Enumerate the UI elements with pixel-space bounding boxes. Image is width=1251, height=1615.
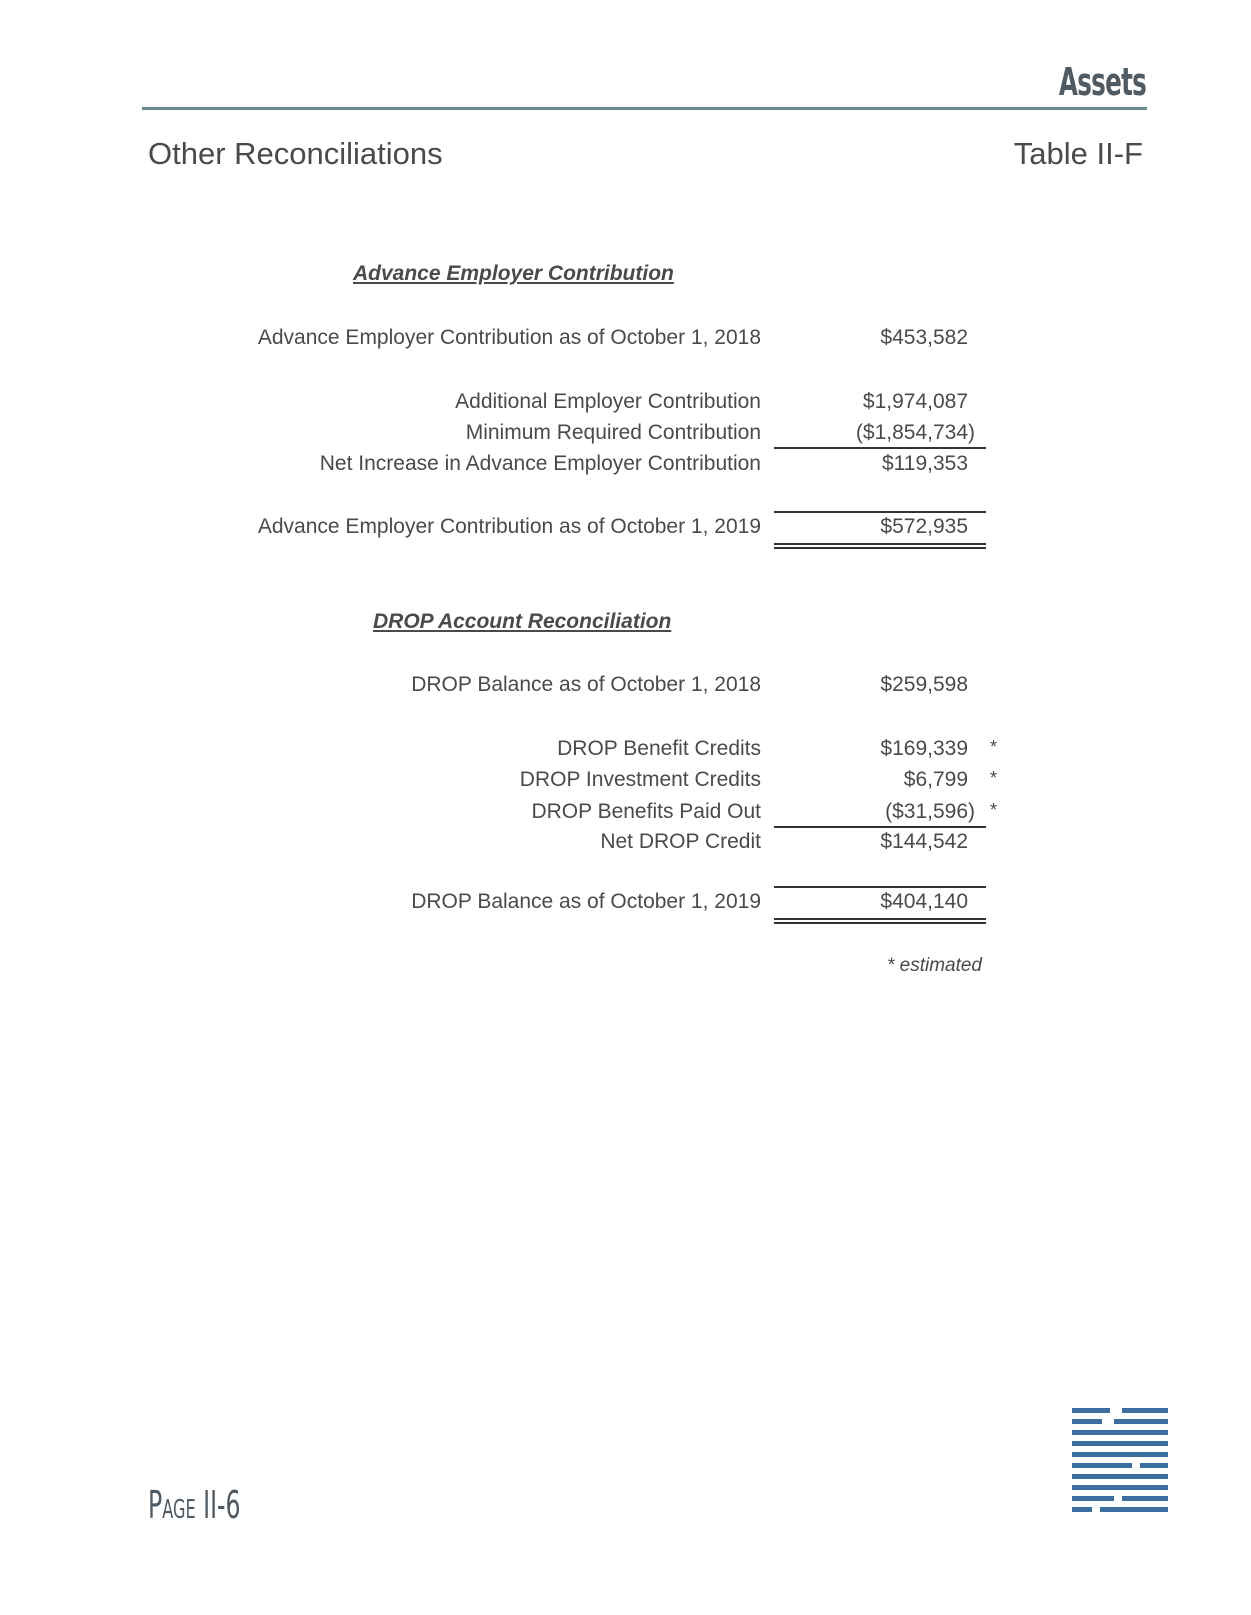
advance-row-value: $572,935 xyxy=(880,515,968,538)
advance-row-value: $1,974,087 xyxy=(862,390,968,413)
estimate-mark: * xyxy=(990,737,998,757)
table-id: Table II-F xyxy=(1013,136,1143,171)
advance-row-value: $119,353 xyxy=(881,452,968,475)
estimated-note: * estimated xyxy=(886,955,982,976)
section-label: Assets xyxy=(1058,60,1146,104)
company-logo xyxy=(1070,1400,1170,1525)
advance-row-label: Advance Employer Contribution as of October 1, 2018 xyxy=(257,326,761,349)
drop-heading: DROP Account Reconciliation xyxy=(373,610,672,633)
page-number-value: II-6 xyxy=(203,1483,241,1527)
estimate-mark: * xyxy=(990,768,998,788)
header-rule xyxy=(142,107,1147,110)
drop-row-label: DROP Balance as of October 1, 2019 xyxy=(411,890,761,913)
page-title: Other Reconciliations xyxy=(148,136,443,171)
total-double-rule xyxy=(774,547,986,549)
drop-row-value: $404,140 xyxy=(880,890,968,913)
advance-row-label: Additional Employer Contribution xyxy=(455,390,761,413)
total-double-rule xyxy=(774,543,986,545)
drop-row-value: $169,339 xyxy=(880,737,968,760)
total-double-rule xyxy=(774,918,986,920)
total-top-rule xyxy=(774,886,986,888)
drop-row-label: DROP Investment Credits xyxy=(519,768,761,791)
drop-row-value: $259,598 xyxy=(880,673,968,696)
advance-row-value: $453,582 xyxy=(880,326,968,349)
estimate-mark: * xyxy=(990,800,998,820)
advance-row-label: Net Increase in Advance Employer Contribution xyxy=(319,452,761,475)
total-double-rule xyxy=(774,922,986,924)
drop-row-label: DROP Balance as of October 1, 2018 xyxy=(411,673,761,696)
drop-row-label: DROP Benefits Paid Out xyxy=(531,800,761,823)
subtotal-rule xyxy=(774,447,986,449)
total-top-rule xyxy=(774,511,986,513)
page-prefix-big: P xyxy=(148,1483,163,1527)
advance-row-label: Minimum Required Contribution xyxy=(465,421,761,444)
page-number xyxy=(148,1483,241,1527)
advance-row-value: ($1,854,734) xyxy=(855,421,975,444)
page-prefix-small: AGE xyxy=(162,1495,196,1525)
drop-row-value: ($31,596) xyxy=(885,800,975,823)
drop-row-label: Net DROP Credit xyxy=(600,830,761,853)
drop-row-value: $6,799 xyxy=(903,768,968,791)
advance-heading: Advance Employer Contribution xyxy=(353,262,674,285)
drop-row-label: DROP Benefit Credits xyxy=(557,737,761,760)
advance-row-label: Advance Employer Contribution as of October 1, 2019 xyxy=(257,515,761,538)
subtotal-rule xyxy=(774,826,986,828)
drop-row-value: $144,542 xyxy=(880,830,968,853)
